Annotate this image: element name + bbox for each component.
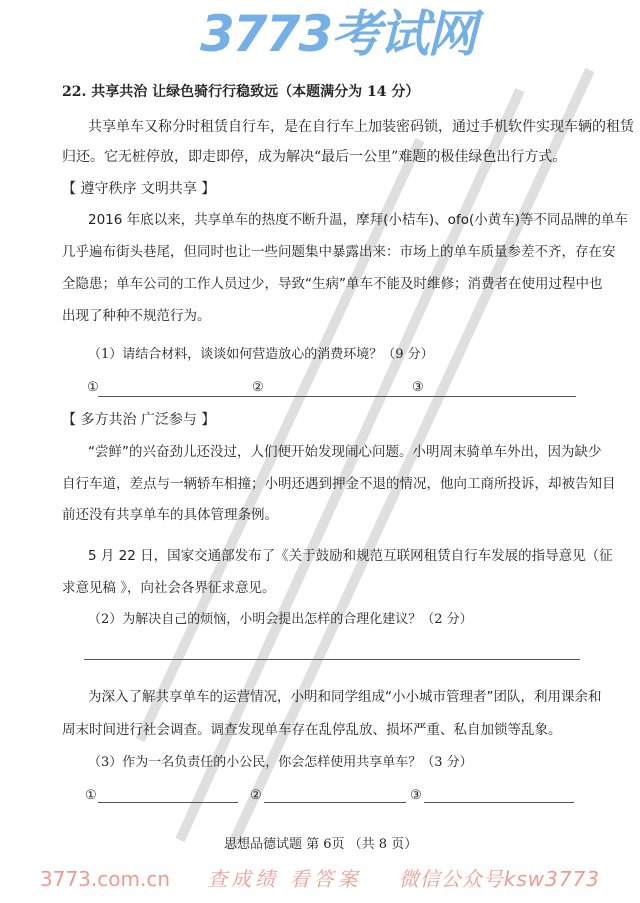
section-heading: 【 遵守秩序 文明共享 】 — [62, 181, 216, 197]
paragraph-line: 自行车道，差点与一辆轿车相撞；小明还遇到押金不退的情况，他向工商所投诉，却被告知目 — [62, 476, 616, 492]
section-heading: 【 多方共治 广泛参与 】 — [62, 412, 216, 428]
intro-line: 归还。它无桩停放，即走即停，成为解决“最后一公里”难题的极佳绿色出行方式。 — [62, 149, 567, 165]
question-2: （2）为解决自己的烦恼，小明会提出怎样的合理化建议？（2 分） — [88, 612, 473, 627]
paragraph-line: 出现了种种不规范行为。 — [62, 308, 211, 324]
paragraph-line: 为深入了解共享单车的运营情况，小明和同学组成“小小城市管理者”团队，利用课余和 — [88, 689, 602, 705]
paragraph-line: 2016 年底以来，共享单车的热度不断升温，摩拜(小桔车)、ofo(小黄车)等不同品牌的单车 — [88, 212, 628, 228]
question-title: 22. 共享共治 让绿色骑行行稳致远（本题满分为 14 分） — [62, 84, 420, 100]
answer-marker: ① — [85, 788, 97, 803]
answer-blank-1[interactable] — [98, 396, 576, 397]
answer-blank-3a[interactable] — [98, 802, 238, 803]
answer-blank-3b[interactable] — [264, 802, 406, 803]
answer-marker: ③ — [412, 380, 424, 395]
answer-blank-2[interactable] — [84, 659, 580, 660]
url-watermark: 3773.com.cn — [40, 867, 170, 891]
wechat-watermark: 微信公众号ksw3773 — [398, 867, 600, 891]
paragraph-line: “尝鲜”的兴奋劲儿还没过，人们便开始发现闹心问题。小明周末骑单车外出，因为缺少 — [88, 444, 602, 460]
question-3: （3）作为一名负责任的小公民，你会怎样使用共享单车？（3 分） — [88, 755, 473, 770]
site-logo-watermark: 3773考试网 — [200, 5, 476, 63]
paragraph-line: 几乎遍布街头巷尾，但同时也让一些问题集中暴露出来：市场上的单车质量参差不齐，存在安 — [62, 244, 616, 260]
watermark-row — [40, 866, 600, 892]
answer-blank-3c[interactable] — [424, 802, 574, 803]
paragraph-line: 周末时间进行社会调查。调查发现单车存在乱停乱放、损坏严重、私自加锁等乱象。 — [62, 722, 562, 738]
answer-marker: ② — [252, 380, 264, 395]
question-1: （1）请结合材料，谈谈如何营造放心的消费环境？（9 分） — [88, 347, 434, 362]
answer-marker: ① — [87, 380, 99, 395]
paragraph-line: 前还没有共享单车的具体管理条例。 — [62, 507, 278, 523]
paragraph-line: 全隐患；单车公司的工作人员过少，导致“生病”单车不能及时维修；消费者在使用过程中也 — [62, 276, 603, 292]
page-footer: 思想品德试题 第 6页 （共 8 页） — [224, 837, 418, 852]
paragraph-line: 5 月 22 日，国家交通部发布了《关于鼓励和规范互联网租赁自行车发展的指导意见（征 — [88, 548, 613, 564]
answer-marker: ② — [250, 788, 262, 803]
paragraph-line: 求意见稿 》，向社会各界征求意见。 — [62, 580, 276, 596]
answer-marker: ③ — [410, 788, 422, 803]
intro-line: 共享单车又称分时租赁自行车，是在自行车上加装密码锁，通过手机软件实现车辆的租赁 — [88, 119, 634, 135]
slogan-watermark: 查成绩 看答案 — [207, 867, 362, 891]
